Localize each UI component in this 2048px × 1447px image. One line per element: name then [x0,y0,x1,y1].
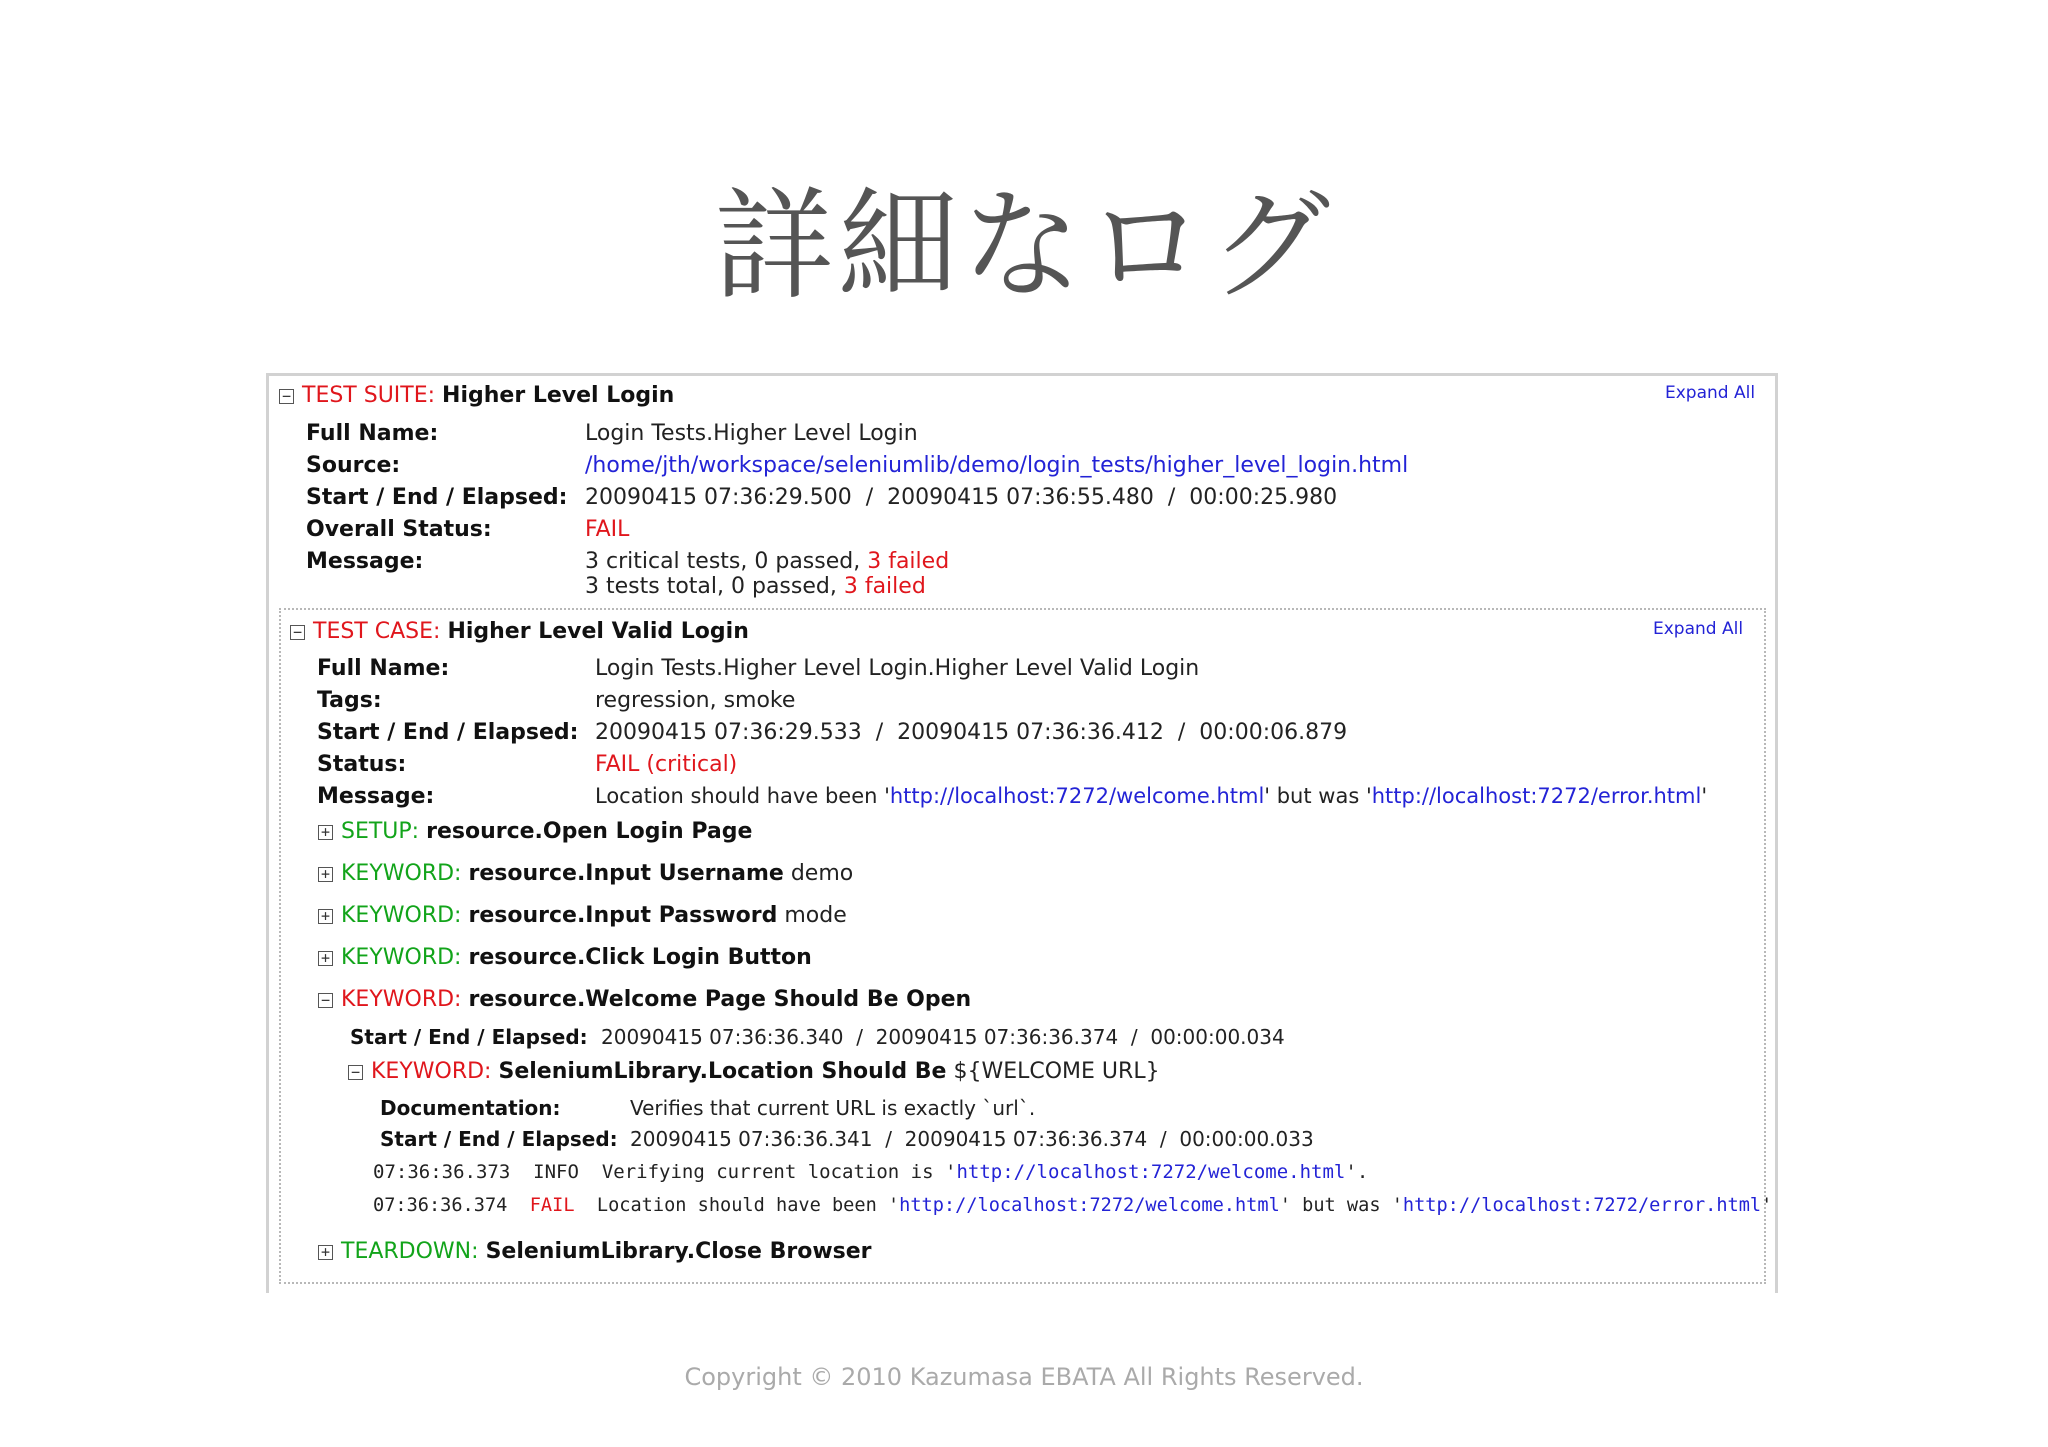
expand-icon[interactable]: + [318,1245,333,1260]
keyword-type: SETUP: [341,819,420,844]
suite-times-label: Start / End / Elapsed: [306,485,568,510]
slide-title: 詳細なログ [714,177,1334,316]
suite-expand-all-link[interactable]: Expand All [1665,383,1756,403]
keyword-name: resource.Input Username [468,861,784,886]
keyword-args: mode [784,903,847,928]
suite-status: FAIL [585,517,630,542]
keyword-name: resource.Click Login Button [468,945,812,970]
message-level: INFO [533,1161,579,1183]
message-text: ' [1761,1195,1773,1216]
case-message-label: Message: [317,784,435,809]
case-status: FAIL (critical) [595,752,738,777]
test-case-name: Higher Level Valid Login [447,619,749,644]
suite-type: TEST SUITE: [302,383,436,408]
expand-icon[interactable]: + [318,909,333,924]
collapse-icon[interactable]: − [290,625,305,640]
expand-icon[interactable]: + [318,951,333,966]
log-message-fail [373,1195,1772,1216]
message-url-link[interactable]: http://localhost:7272/error.html [1402,1195,1762,1216]
log-message-info [373,1161,1368,1183]
keyword-row-setup[interactable] [318,819,752,844]
message-text: 3 tests total, 0 passed, [585,574,844,599]
case-full-name-label: Full Name: [317,656,450,681]
suite-full-name: Login Tests.Higher Level Login [585,421,918,446]
case-status-label: Status: [317,752,407,777]
suite-message-line1 [585,549,949,574]
case-times: 20090415 07:36:29.533 / 20090415 07:36:36.412 / 00:00:06.879 [595,720,1348,745]
suite-header [279,383,674,408]
keyword-name: resource.Input Password [468,903,778,928]
keyword-row-click-login[interactable] [318,945,812,970]
failed-count: 3 failed [843,574,926,599]
welcome-times: 20090415 07:36:36.340 / 20090415 07:36:36.374 / 00:00:00.034 [601,1025,1285,1049]
nested-doc-label: Documentation: [380,1096,561,1120]
welcome-times-label: Start / End / Elapsed: [350,1025,588,1049]
suite-source-label: Source: [306,453,401,478]
suite-status-label: Overall Status: [306,517,492,542]
collapse-icon[interactable]: − [318,993,333,1008]
case-tags-label: Tags: [317,688,382,713]
nested-times: 20090415 07:36:36.341 / 20090415 07:36:36.374 / 00:00:00.033 [630,1127,1314,1151]
failed-count: 3 failed [867,549,950,574]
message-level: FAIL [529,1195,575,1216]
keyword-type: KEYWORD: [341,987,462,1012]
keyword-row-welcome-page[interactable] [318,987,971,1012]
suite-name: Higher Level Login [442,383,675,408]
nested-times-label: Start / End / Elapsed: [380,1127,618,1151]
message-text: Location should have been ' [595,784,890,808]
message-text: ' [1701,784,1708,808]
case-times-label: Start / End / Elapsed: [317,720,579,745]
keyword-type: KEYWORD: [341,903,462,928]
keyword-type: KEYWORD: [341,945,462,970]
message-timestamp: 07:36:36.373 [373,1161,511,1183]
test-case-header [290,619,749,644]
keyword-name: SeleniumLibrary.Close Browser [485,1239,872,1264]
suite-full-name-label: Full Name: [306,421,439,446]
test-case-type: TEST CASE: [313,619,441,644]
suite-source-link[interactable]: /home/jth/workspace/seleniumlib/demo/login_tests/higher_level_login.html [585,453,1409,478]
keyword-row-input-username[interactable] [318,861,853,886]
message-url-link[interactable]: http://localhost:7272/welcome.html [956,1161,1346,1183]
keyword-args: demo [790,861,854,886]
copyright-footer: Copyright © 2010 Kazumasa EBATA All Rights Reserved. [684,1363,1364,1391]
nested-keyword-row[interactable] [348,1059,1160,1084]
nested-doc: Verifies that current URL is exactly `url`. [630,1096,1036,1120]
keyword-row-input-password[interactable] [318,903,847,928]
message-text: Location should have been ' [596,1195,900,1216]
keyword-type: KEYWORD: [371,1059,492,1084]
keyword-args: ${WELCOME URL} [953,1059,1160,1084]
suite-times: 20090415 07:36:29.500 / 20090415 07:36:55.480 / 00:00:25.980 [585,485,1338,510]
message-text: '. [1345,1161,1369,1183]
case-full-name: Login Tests.Higher Level Login.Higher Level Valid Login [595,656,1200,681]
actual-url-link[interactable]: http://localhost:7272/error.html [1371,784,1702,808]
keyword-name: SeleniumLibrary.Location Should Be [498,1059,947,1084]
collapse-icon[interactable]: − [348,1065,363,1080]
message-text: Verifying current location is ' [601,1161,957,1183]
case-message [595,784,1707,808]
suite-message-label: Message: [306,549,424,574]
expand-icon[interactable]: + [318,825,333,840]
keyword-name: resource.Open Login Page [426,819,753,844]
collapse-icon[interactable]: − [279,389,294,404]
test-case-expand-all-link[interactable]: Expand All [1653,619,1744,639]
suite-message-line2 [585,574,926,599]
keyword-name: resource.Welcome Page Should Be Open [468,987,972,1012]
expand-icon[interactable]: + [318,867,333,882]
keyword-row-teardown[interactable] [318,1239,872,1264]
expected-url-link[interactable]: http://localhost:7272/welcome.html [889,784,1265,808]
message-text: ' but was ' [1264,784,1372,808]
case-tags: regression, smoke [595,688,796,713]
keyword-type: KEYWORD: [341,861,462,886]
message-timestamp: 07:36:36.374 [373,1195,508,1216]
keyword-type: TEARDOWN: [341,1239,479,1264]
message-url-link[interactable]: http://localhost:7272/welcome.html [899,1195,1280,1216]
message-text: ' but was ' [1279,1195,1403,1216]
message-text: 3 critical tests, 0 passed, [585,549,868,574]
